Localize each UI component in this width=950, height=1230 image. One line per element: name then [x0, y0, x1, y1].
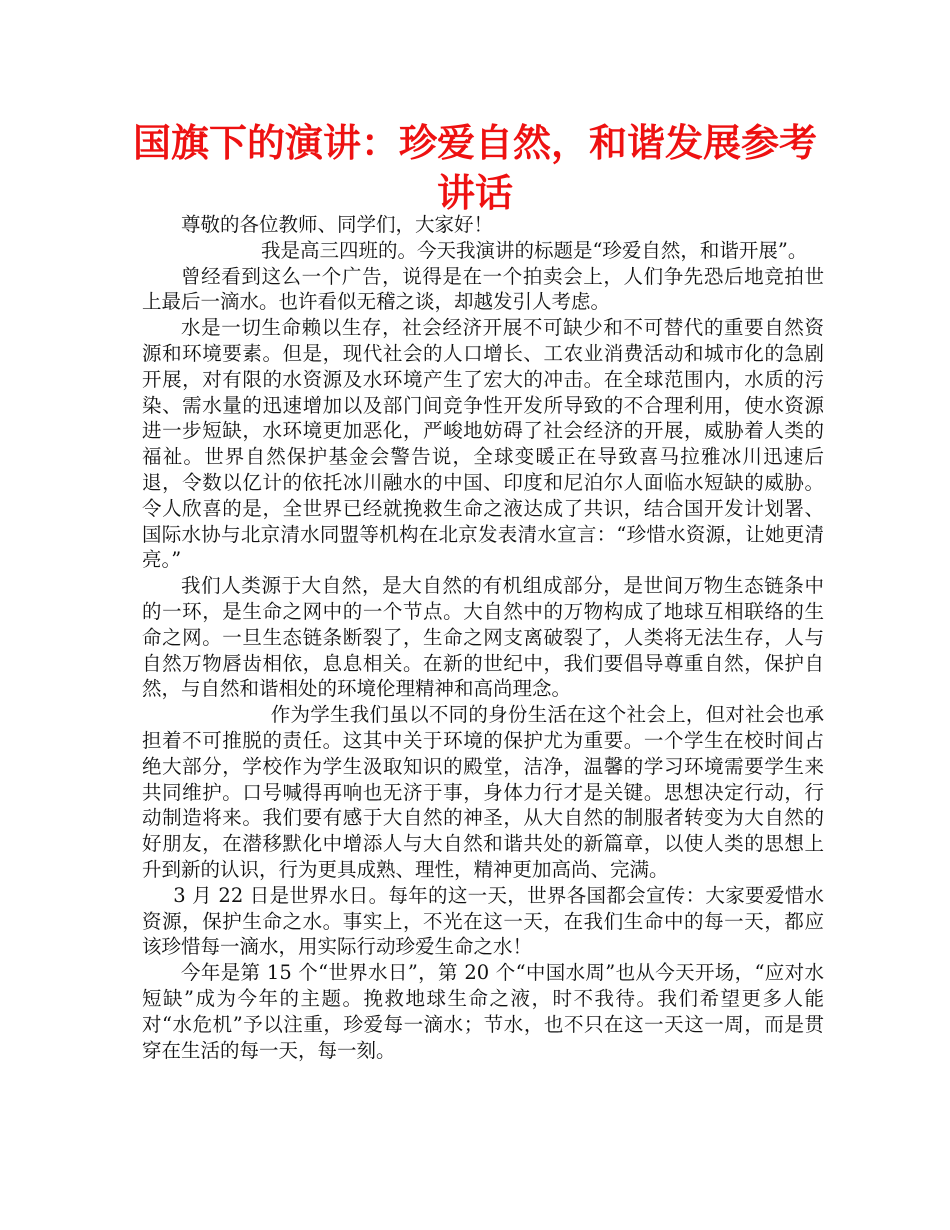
paragraph-advert: 曾经看到这么一个广告，说得是在一个拍卖会上，人们争先恐后地竞拍世上最后一滴水。也许看似无稽之谈，却越发引人考虑。 — [142, 264, 824, 314]
paragraph-intro: 我是高三四班的。今天我演讲的标题是“珍爱自然，和谐开展”。 — [260, 238, 808, 262]
document-title: 国旗下的演讲：珍爱自然，和谐发展参考讲话 — [132, 121, 817, 215]
paragraph-students: 作为学生我们虽以不同的身份生活在这个社会上，但对社会也承担着不可推脱的责任。这其中关于环境的保护尤为重要。一个学生在校时间占绝大部分，学校作为学生汲取知识的殿堂，洁净，温馨的学习环境需要学生来共同维护。口号喊得再响也无济于事，身体力行才是关键。思想决定行动，行动制造将来。我们要有感于大自然的神圣，从大自然的制服者转变为大自然的好朋友，在潜移默化中增添人与大自然和谐共处的新篇章，以使人类的思想上升到新的认识，行为更具成熟、理性，精神更加高尚、完满。 — [142, 703, 824, 881]
paragraph-theme: 今年是第 15 个“世界水日”，第 20 个“中国水周”也从今天开场，“应对水短缺”成为今年的主题。挽救地球生命之液，时不我待。我们希望更多人能对“水危机”予以注重，珍爱每一滴水；节水，也不只在这一天这一周，而是贯穿在生活的每一天，每一刻。 — [142, 961, 824, 1062]
paragraph-world-water-day: 3 月 22 日是世界水日。每年的这一天，世界各国都会宣传：大家要爱惜水资源，保护生命之水。事实上，不光在这一天，在我们生命中的每一天，都应该珍惜每一滴水，用实际行动珍爱生命之水！ — [142, 883, 824, 959]
paragraph-nature: 我们人类源于大自然，是大自然的有机组成部分，是世间万物生态链条中的一环，是生命之网中的一个节点。大自然中的万物构成了地球互相联络的生命之网。一旦生态链条断裂了，生命之网支离破裂了，人类将无法生存，人与自然万物唇齿相依，息息相关。在新的世纪中，我们要倡导尊重自然，保护自然，与自然和谐相处的环境伦理精神和高尚理念。 — [142, 574, 824, 701]
paragraph-greeting: 尊敬的各位教师、同学们，大家好！ — [181, 213, 494, 236]
document-body — [142, 212, 824, 1063]
paragraph-water-resource: 水是一切生命赖以生存，社会经济开展不可缺少和不可替代的重要自然资源和环境要素。但是，现代社会的人口增长、工农业消费活动和城市化的急剧开展，对有限的水资源及水环境产生了宏大的冲击。在全球范围内，水质的污染、需水量的迅速增加以及部门间竞争性开发所导致的不合理利用，使水资源进一步短缺，水环境更加恶化，严峻地妨碍了社会经济的开展，威胁着人类的福祉。世界自然保护基金会警告说，全球变暖正在导致喜马拉雅冰川迅速后退，令数以亿计的依托冰川融水的中国、印度和尼泊尔人面临水短缺的威胁。令人欣喜的是，全世界已经就挽救生命之液达成了共识，结合国开发计划署、国际水协与北京清水同盟等机构在北京发表清水宣言：“珍惜水资源，让她更清亮。” — [142, 316, 824, 572]
